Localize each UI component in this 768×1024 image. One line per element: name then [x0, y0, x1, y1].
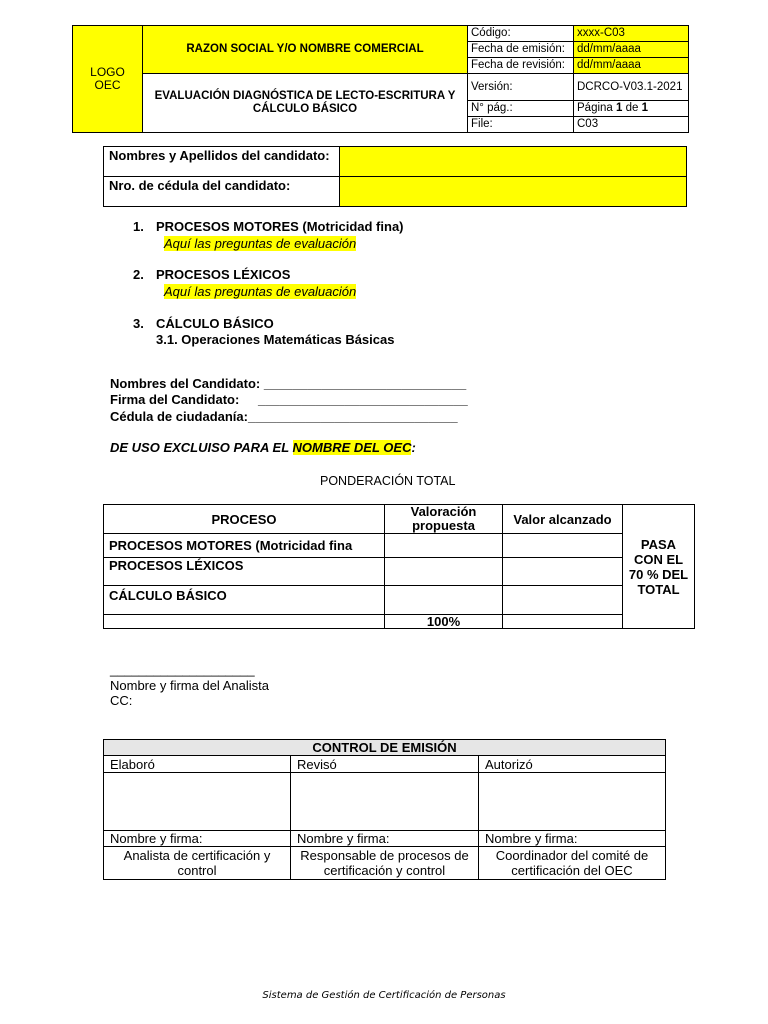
- candidate-signature-label: Firma del Candidato:: [110, 392, 240, 407]
- section-1-title: PROCESOS MOTORES (Motricidad fina): [156, 219, 404, 234]
- candidate-name-field[interactable]: [340, 147, 687, 177]
- signature-area[interactable]: [104, 773, 291, 831]
- total-label-cell: [104, 615, 385, 629]
- col-proceso: PROCESO: [104, 505, 385, 534]
- section-2-number: 2.: [133, 267, 144, 282]
- section-1-number: 1.: [133, 219, 144, 234]
- field-value: dd/mm/aaaa: [574, 42, 689, 58]
- candidate-id-line: Cédula de ciudadanía:_____________________________: [110, 409, 458, 424]
- valoracion-cell[interactable]: [385, 586, 503, 615]
- field-label: File:: [468, 117, 574, 133]
- candidate-table: [103, 146, 687, 207]
- candidate-id-field[interactable]: [340, 177, 687, 207]
- page-number: Página 1 de 1: [574, 101, 689, 117]
- role-elaboro: Analista de certificación y control: [104, 847, 291, 880]
- section-2-note: Aquí las preguntas de evaluación: [164, 284, 357, 299]
- valor-cell[interactable]: [503, 534, 623, 558]
- col-elaboro: Elaboró: [104, 756, 291, 773]
- col-autorizo: Autorizó: [479, 756, 666, 773]
- field-label: Versión:: [468, 74, 574, 101]
- proceso-row: PROCESOS MOTORES (Motricidad fina: [104, 534, 385, 558]
- section-3-subtitle: 3.1. Operaciones Matemáticas Básicas: [156, 332, 395, 347]
- sign-label: Nombre y firma:: [479, 831, 666, 847]
- valor-cell[interactable]: [503, 558, 623, 586]
- control-title: CONTROL DE EMISIÓN: [104, 740, 666, 756]
- candidate-signature-line: _____________________________: [258, 392, 468, 407]
- total-achieved-cell[interactable]: [503, 615, 623, 629]
- ponderacion-title: PONDERACIÓN TOTAL: [320, 474, 456, 488]
- section-3-number: 3.: [133, 316, 144, 331]
- ponderacion-table: [103, 504, 695, 629]
- sign-label: Nombre y firma:: [291, 831, 479, 847]
- section-2-title: PROCESOS LÉXICOS: [156, 267, 291, 282]
- field-value: xxxx-C03: [574, 26, 689, 42]
- field-value: DCRCO-V03.1-2021: [574, 74, 689, 101]
- field-value: dd/mm/aaaa: [574, 58, 689, 74]
- col-reviso: Revisó: [291, 756, 479, 773]
- field-label: N° pág.:: [468, 101, 574, 117]
- role-autorizo: Coordinador del comité de certificación del OEC: [479, 847, 666, 880]
- col-valor-alcanzado: Valor alcanzado: [503, 505, 623, 534]
- section-1-note: Aquí las preguntas de evaluación: [164, 236, 357, 251]
- logo-placeholder: LOGO OEC: [73, 26, 143, 133]
- analyst-label: Nombre y firma del Analista: [110, 678, 269, 693]
- valoracion-cell[interactable]: [385, 534, 503, 558]
- document-title: EVALUACIÓN DIAGNÓSTICA DE LECTO-ESCRITURA Y CÁLCULO BÁSICO: [143, 74, 468, 133]
- proceso-row: PROCESOS LÉXICOS: [104, 558, 385, 586]
- candidate-name-line: Nombres del Candidato: ____________________________: [110, 376, 467, 391]
- signature-area[interactable]: [479, 773, 666, 831]
- col-valoracion: Valoración propuesta: [385, 505, 503, 534]
- analyst-signature-line: ____________________: [110, 662, 255, 677]
- candidate-id-label: Nro. de cédula del candidato:: [104, 177, 340, 207]
- control-table: [103, 739, 666, 880]
- role-reviso: Responsable de procesos de certificación y control: [291, 847, 479, 880]
- footer: Sistema de Gestión de Certificación de Personas: [262, 990, 506, 1001]
- valoracion-cell[interactable]: [385, 558, 503, 586]
- signature-area[interactable]: [291, 773, 479, 831]
- valor-cell[interactable]: [503, 586, 623, 615]
- field-label: Código:: [468, 26, 574, 42]
- company-name: RAZON SOCIAL Y/O NOMBRE COMERCIAL: [143, 26, 468, 74]
- exclusive-use-note: DE USO EXCLUISO PARA EL NOMBRE DEL OEC:: [110, 440, 416, 455]
- analyst-cc: CC:: [110, 693, 133, 708]
- total-value: 100%: [385, 615, 503, 629]
- field-label: Fecha de emisión:: [468, 42, 574, 58]
- field-value: C03: [574, 117, 689, 133]
- sign-label: Nombre y firma:: [104, 831, 291, 847]
- document-header: [72, 25, 689, 133]
- proceso-row: CÁLCULO BÁSICO: [104, 586, 385, 615]
- candidate-name-label: Nombres y Apellidos del candidato:: [104, 147, 340, 177]
- field-label: Fecha de revisión:: [468, 58, 574, 74]
- section-3-title: CÁLCULO BÁSICO: [156, 316, 274, 331]
- pass-note: PASA CON EL 70 % DEL TOTAL: [623, 505, 695, 629]
